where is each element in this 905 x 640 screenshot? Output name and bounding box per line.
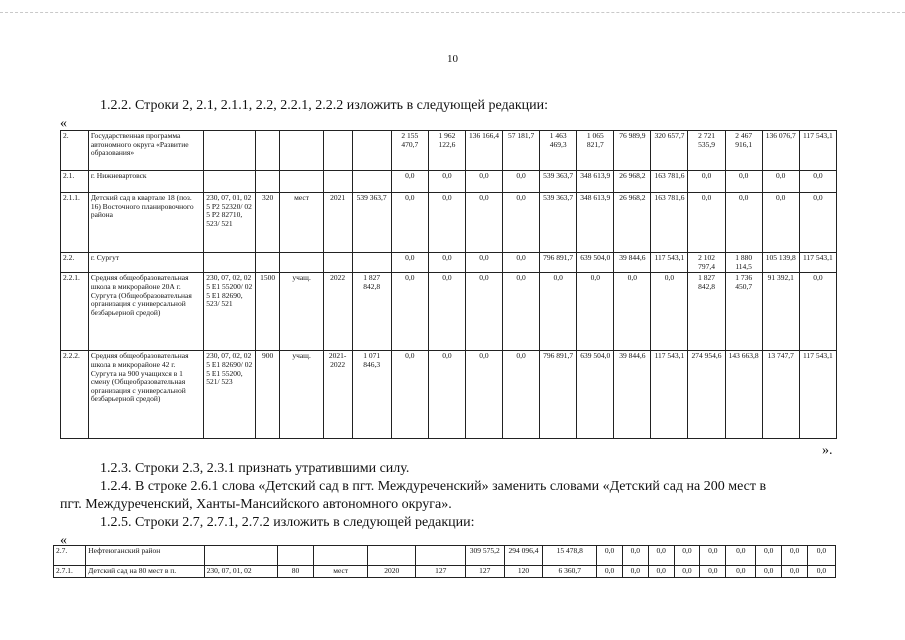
table-cell: 0,0 (614, 273, 651, 351)
table-cell: 320 657,7 (651, 131, 688, 171)
table-cell: 294 096,4 (504, 546, 543, 566)
table-cell: 539 363,7 (352, 193, 391, 253)
table-cell: 0,0 (622, 546, 648, 566)
table-cell: 0,0 (465, 253, 502, 273)
table-cell: 1 065 821,7 (577, 131, 614, 171)
table-cell: 0,0 (799, 273, 836, 351)
table-cell: 0,0 (503, 193, 540, 253)
table-cell (314, 546, 368, 566)
table-cell: Государственная программа автономного округа «Развитие образования» (88, 131, 203, 171)
table-cell: 2 102 797,4 (688, 253, 725, 273)
table-cell: 0,0 (391, 351, 428, 439)
table-cell: Нефтеюганский район (86, 546, 204, 566)
table-row (61, 131, 837, 171)
table-cell: 2.2.2. (61, 351, 89, 439)
table-cell: 127 (465, 566, 504, 578)
table-cell: 13 747,7 (762, 351, 799, 439)
table-cell: 2.7. (54, 546, 86, 566)
table-cell: Детский сад в квартале 18 (поз. 16) Восточного планировочного района (88, 193, 203, 253)
table-cell: 2 721 535,9 (688, 131, 725, 171)
table-cell: 0,0 (782, 566, 808, 578)
table-cell: учащ. (280, 273, 323, 351)
table-cell: мест (314, 566, 368, 578)
table-row (54, 546, 836, 566)
table-cell (368, 546, 416, 566)
table-cell (280, 253, 323, 273)
table-cell: 0,0 (688, 171, 725, 193)
para-1-2-5: 1.2.5. Строки 2.7, 2.7.1, 2.7.2 изложить в следующей редакции: (100, 515, 475, 530)
table-cell (204, 546, 277, 566)
table-cell: 0,0 (503, 351, 540, 439)
table-cell: 136 166,4 (465, 131, 502, 171)
table-cell: 0,0 (782, 546, 808, 566)
table-cell: 0,0 (725, 171, 762, 193)
table-cell (255, 131, 280, 171)
table-cell (280, 131, 323, 171)
table-cell: 639 504,0 (577, 253, 614, 273)
table-cell: 796 891,7 (540, 351, 577, 439)
table-cell: 1 071 846,3 (352, 351, 391, 439)
table-cell: 76 989,9 (614, 131, 651, 171)
table-cell (255, 171, 280, 193)
table-cell: 0,0 (762, 193, 799, 253)
table-cell: 0,0 (465, 273, 502, 351)
table-cell: г. Сургут (88, 253, 203, 273)
open-quote-2: « (60, 533, 67, 548)
para-1-2-4-line2: пгт. Междуреченский, Ханты-Мансийского автономного округа». (60, 497, 452, 512)
table-cell: 0,0 (622, 566, 648, 578)
table-cell (323, 253, 352, 273)
table-cell: 0,0 (428, 351, 465, 439)
table-cell: 1 736 450,7 (725, 273, 762, 351)
table-cell: 6 360,7 (543, 566, 597, 578)
table-cell: 163 781,6 (651, 193, 688, 253)
table-cell: 1 880 114,5 (725, 253, 762, 273)
table-cell: 0,0 (503, 253, 540, 273)
table-cell: 0,0 (391, 253, 428, 273)
table-cell (280, 171, 323, 193)
table-cell: 0,0 (577, 273, 614, 351)
table-row (61, 351, 837, 439)
table-cell: 143 663,8 (725, 351, 762, 439)
table-cell: 2. (61, 131, 89, 171)
table-cell: 0,0 (391, 193, 428, 253)
table-cell: 0,0 (807, 546, 835, 566)
table-cell: Средняя общеобразовательная школа в микрорайоне 42 г. Сургута на 900 учащихся в 1 смену (Общеобразовательная организация с универсальной безбарьерной средой) (88, 351, 203, 439)
table-cell: 0,0 (756, 546, 782, 566)
table-cell: 57 181,7 (503, 131, 540, 171)
table-cell: 230, 07, 01, 02 (204, 566, 277, 578)
table-cell: 15 478,8 (543, 546, 597, 566)
open-quote-1: « (60, 116, 67, 131)
table-cell: 39 844,6 (614, 253, 651, 273)
table-cell (204, 171, 256, 193)
close-quote-1: ». (822, 443, 833, 458)
table-cell: 0,0 (391, 171, 428, 193)
table-cell: 2021-2022 (323, 351, 352, 439)
table-cell: 0,0 (597, 566, 623, 578)
table-cell (255, 253, 280, 273)
table-cell: 0,0 (762, 171, 799, 193)
table-cell: 0,0 (465, 171, 502, 193)
table-neftey (53, 545, 836, 578)
table-cell: 0,0 (726, 566, 756, 578)
table-cell: 117 543,1 (651, 253, 688, 273)
table-cell: 0,0 (756, 566, 782, 578)
table-cell: 0,0 (648, 546, 674, 566)
table-cell: 0,0 (726, 546, 756, 566)
table-cell: 2.1.1. (61, 193, 89, 253)
table-cell: 0,0 (674, 566, 700, 578)
page-top-border (0, 12, 905, 13)
table-cell: 0,0 (674, 546, 700, 566)
table-cell: 39 844,6 (614, 351, 651, 439)
table-cell (277, 546, 314, 566)
table-cell: 117 543,1 (799, 131, 836, 171)
table-cell: 1 827 842,8 (352, 273, 391, 351)
table-cell: 2.2.1. (61, 273, 89, 351)
table-cell: 117 543,1 (799, 351, 836, 439)
table-cell: 1 463 469,3 (540, 131, 577, 171)
table-cell: 1 827 842,8 (688, 273, 725, 351)
table-cell: 0,0 (428, 171, 465, 193)
table-cell (416, 546, 465, 566)
table-cell: 0,0 (428, 193, 465, 253)
table-cell: 0,0 (725, 193, 762, 253)
table-cell: 26 968,2 (614, 193, 651, 253)
table-cell: 0,0 (597, 546, 623, 566)
table-cell (323, 171, 352, 193)
table-cell: 0,0 (503, 171, 540, 193)
table-cell: 2022 (323, 273, 352, 351)
table-cell: 230, 07, 02, 02 5 E1 55200/ 02 5 E1 82690, 523/ 521 (204, 273, 256, 351)
table-row (61, 193, 837, 253)
table-cell (352, 253, 391, 273)
table-cell: 348 613,9 (577, 171, 614, 193)
table-cell: 2020 (368, 566, 416, 578)
para-1-2-3: 1.2.3. Строки 2.3, 2.3.1 признать утратившими силу. (100, 461, 410, 476)
table-row (61, 253, 837, 273)
table-cell: 0,0 (688, 193, 725, 253)
table-cell (204, 253, 256, 273)
table-cell: 320 (255, 193, 280, 253)
table-cell: 127 (416, 566, 465, 578)
table-cell: 0,0 (700, 546, 726, 566)
table-cell: 0,0 (700, 566, 726, 578)
table-cell: мест (280, 193, 323, 253)
table-cell: 230, 07, 01, 02 5 P2 52320/ 02 5 P2 82710, 523/ 521 (204, 193, 256, 253)
table-cell: 0,0 (503, 273, 540, 351)
page-number: 10 (447, 53, 458, 65)
table-cell: 120 (504, 566, 543, 578)
table-cell: 900 (255, 351, 280, 439)
table-cell (352, 171, 391, 193)
table-cell: Средняя общеобразовательная школа в микрорайоне 20А г. Сургута (Общеобразовательная организация с универсальной безбарьерной средой) (88, 273, 203, 351)
table-cell: 309 575,2 (465, 546, 504, 566)
table-cell: г. Нижневартовск (88, 171, 203, 193)
table-cell (323, 131, 352, 171)
table-cell: учащ. (280, 351, 323, 439)
table-cell: 539 363,7 (540, 193, 577, 253)
table-cell: 2021 (323, 193, 352, 253)
table-cell: 1 962 122,6 (428, 131, 465, 171)
table-cell: 2.2. (61, 253, 89, 273)
table-programs (60, 130, 837, 439)
table-cell: 0,0 (391, 273, 428, 351)
table-cell: 539 363,7 (540, 171, 577, 193)
para-1-2-4-line1: 1.2.4. В строке 2.6.1 слова «Детский сад в пгт. Междуреченский» заменить словами «Детский сад на 200 мест в (100, 479, 767, 494)
table-cell: 2.7.1. (54, 566, 86, 578)
table-cell: 0,0 (651, 273, 688, 351)
table-cell: 26 968,2 (614, 171, 651, 193)
table-cell: 0,0 (807, 566, 835, 578)
table-cell: 0,0 (428, 253, 465, 273)
table-cell: 2.1. (61, 171, 89, 193)
table-row (54, 566, 836, 578)
table-cell (352, 131, 391, 171)
table-cell: 230, 07, 02, 02 5 E1 82690/ 02 5 E1 55200, 521/ 523 (204, 351, 256, 439)
table-cell: 105 139,8 (762, 253, 799, 273)
table-cell: 117 543,1 (651, 351, 688, 439)
table-cell: 274 954,6 (688, 351, 725, 439)
table-cell: 163 781,6 (651, 171, 688, 193)
table-cell: 348 613,9 (577, 193, 614, 253)
table-cell: 2 467 916,1 (725, 131, 762, 171)
table-cell: 91 392,1 (762, 273, 799, 351)
table-cell: 0,0 (465, 193, 502, 253)
table-row (61, 171, 837, 193)
table-cell: 0,0 (799, 171, 836, 193)
table-cell: 0,0 (428, 273, 465, 351)
table-cell: 117 543,1 (799, 253, 836, 273)
table-cell: 0,0 (465, 351, 502, 439)
table-cell: 1500 (255, 273, 280, 351)
table-cell: 796 891,7 (540, 253, 577, 273)
heading-1-2-2: 1.2.2. Строки 2, 2.1, 2.1.1, 2.2, 2.2.1, 2.2.2 изложить в следующей редакции: (100, 98, 549, 113)
table-cell (204, 131, 256, 171)
table-cell: Детский сад на 80 мест в п. (86, 566, 204, 578)
table-cell: 639 504,0 (577, 351, 614, 439)
table-cell: 136 076,7 (762, 131, 799, 171)
table-row (61, 273, 837, 351)
table-cell: 80 (277, 566, 314, 578)
table-cell: 2 155 470,7 (391, 131, 428, 171)
table-cell: 0,0 (540, 273, 577, 351)
table-cell: 0,0 (648, 566, 674, 578)
table-cell: 0,0 (799, 193, 836, 253)
